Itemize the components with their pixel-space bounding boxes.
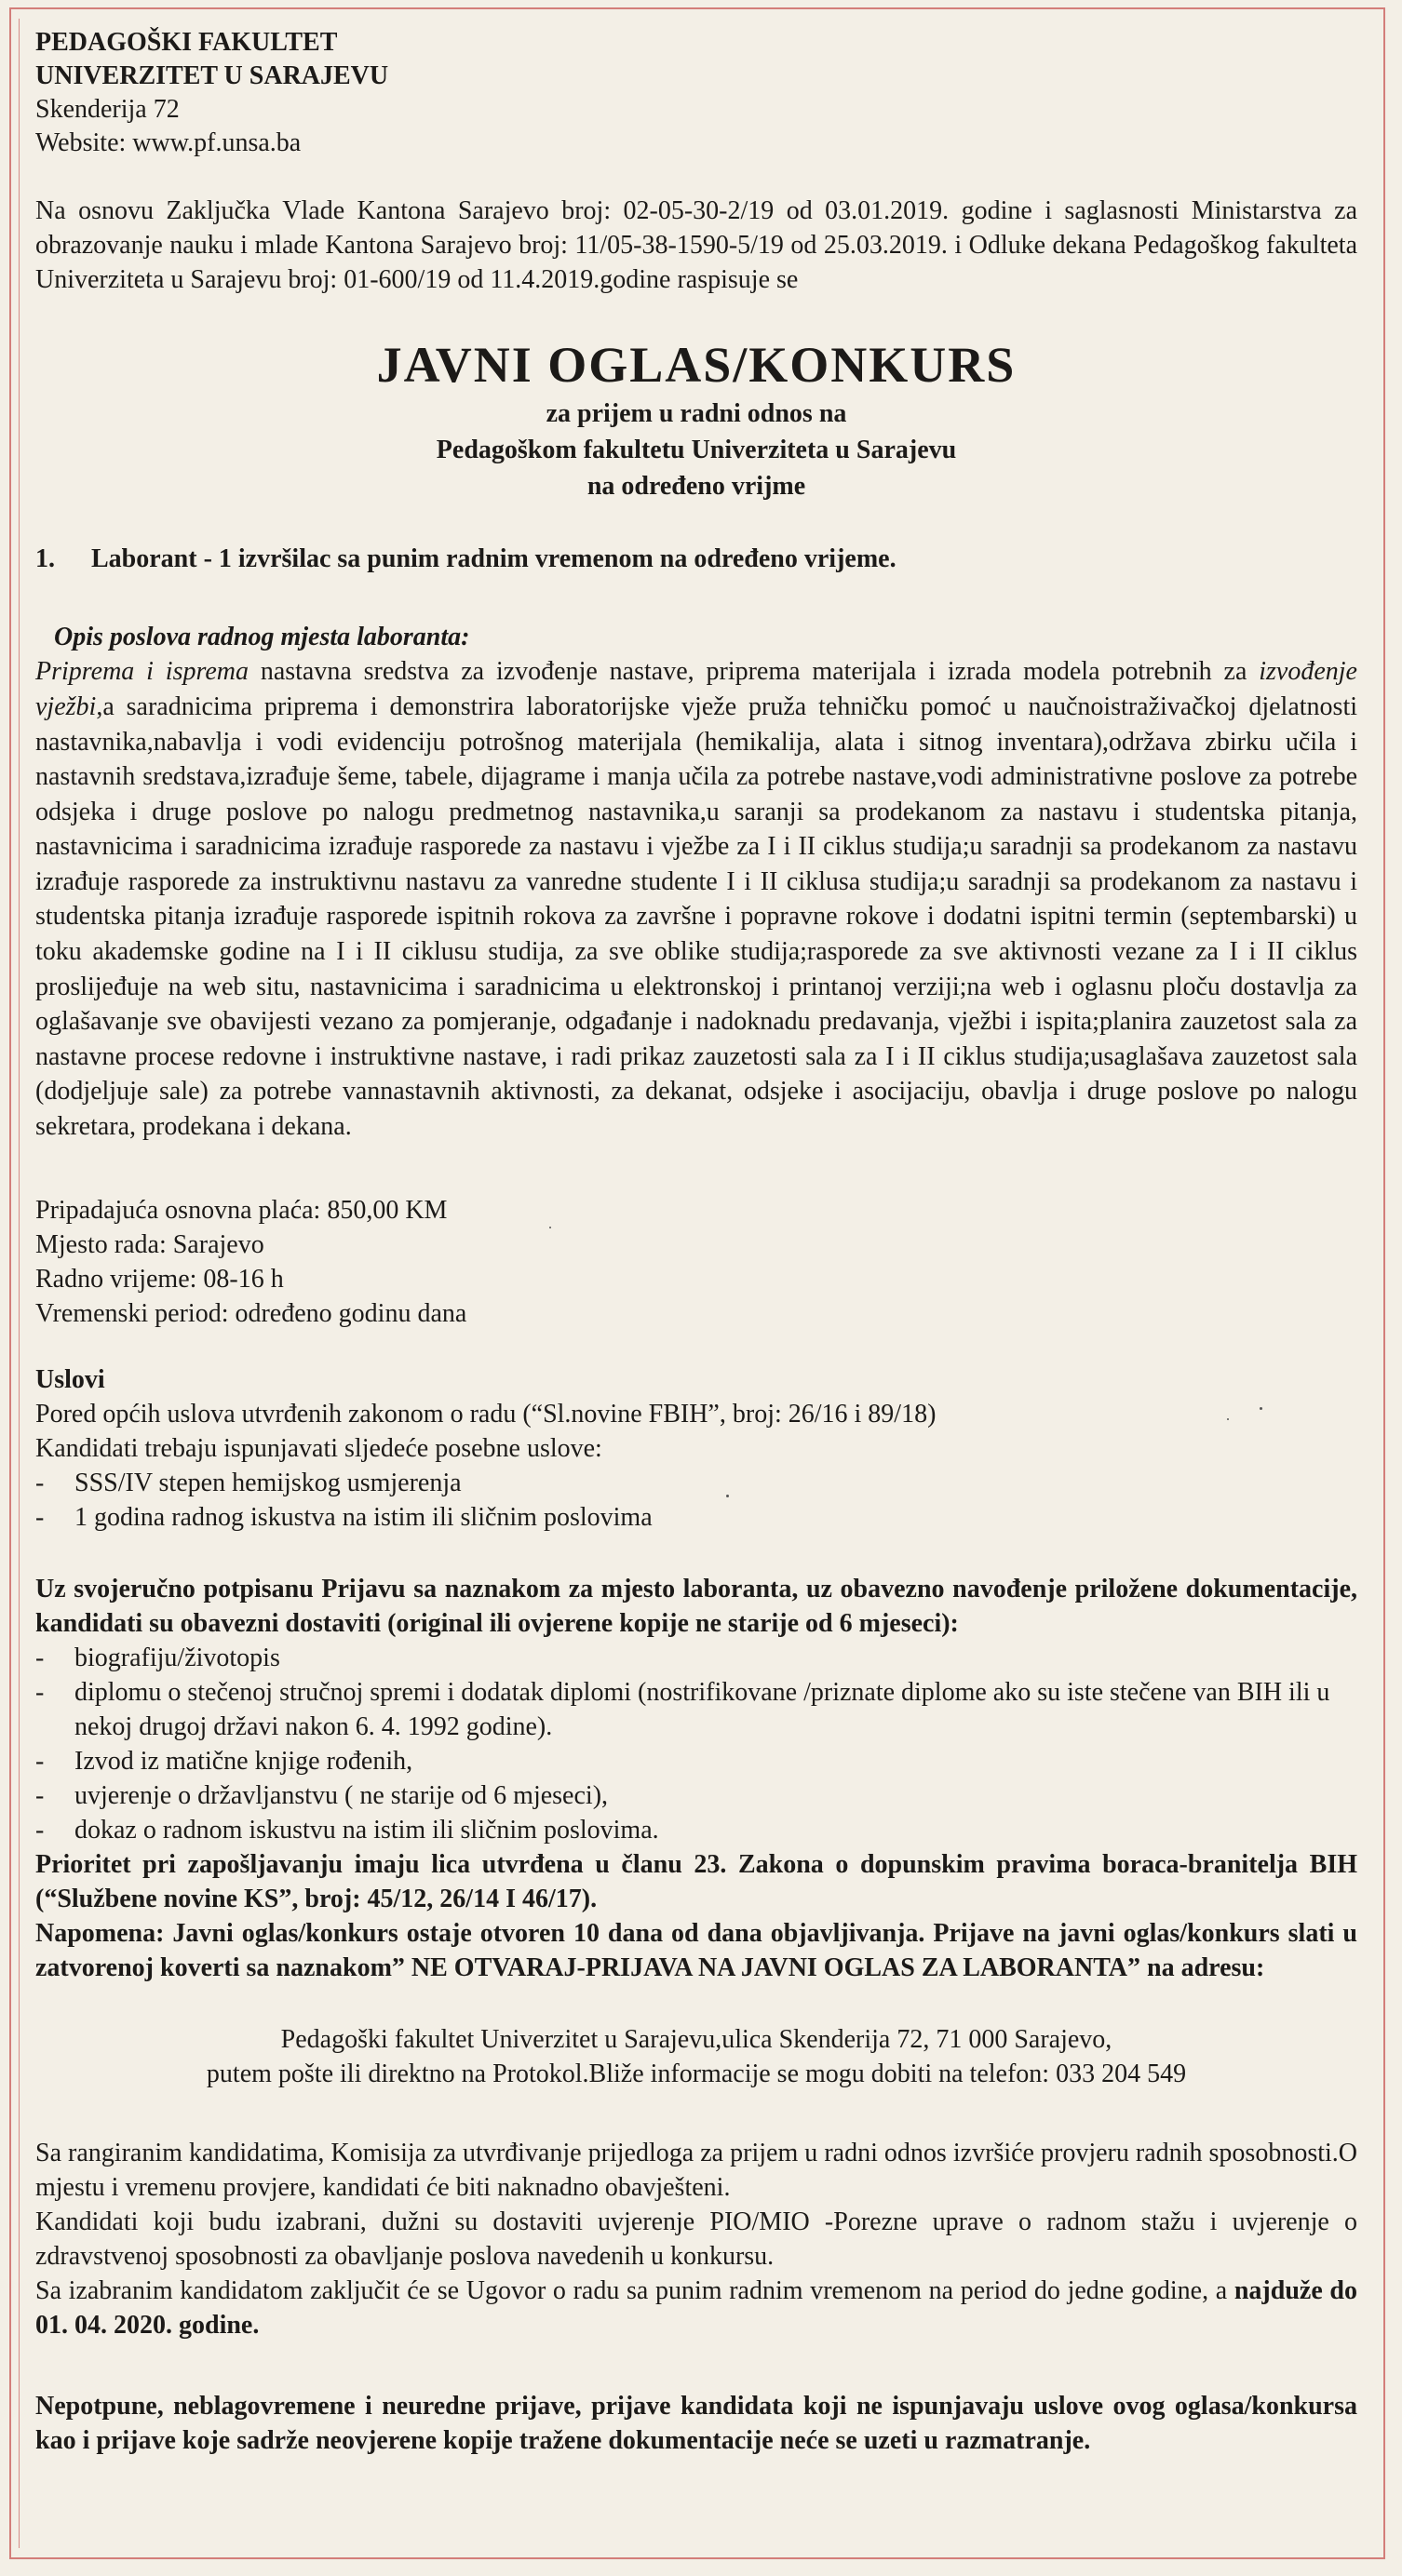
list-item: - Izvod iz matične knjige rođenih,: [35, 1746, 413, 1776]
address-line: Skenderija 72: [35, 95, 180, 124]
list-item: - uvjerenje o državljanstvu ( ne starije od 6 mjeseci),: [35, 1780, 609, 1810]
faculty-name: PEDAGOŠKI FAKULTET: [35, 28, 338, 57]
mailing-address: [35, 2022, 1357, 2091]
job-details: [35, 1193, 1357, 1331]
conditions-section: [35, 1362, 1357, 1535]
duties-text: ,a saradnicima priprema i demonstrira laboratorijske vježe pruža tehničku pomoć u naučnoistraživačkoj djelatnosti nastavnika,nabavlja i vodi evidenciju potrošnog materijala (hemikalija, alata i sitnog inventara),održava zbirku učila i nastavnih sredstava,izrađuje šeme, tabele, dijagrame i manja učila za potrebe nastave,vodi administrativne poslove za potrebe odsjeka i druge poslove po nalogu predmetnog nastavnika,u saranji sa prodekanom za nastavu i studentska pitanja, nastavnicima i saradnicima izrađuje rasporede za nastavu i vježbe za I i II ciklus studija;u saradnji sa prodekanom za nastavu izrađuje rasporede za instruktivnu nastavu za vanredne studente I i II ciklusa studija;u saradnji sa prodekanom za nastavu i studentska pitanja izrađuje rasporede ispitnih rokova za završne i popravne rokove i dodatni ispitni termin (septembarski) u toku akademske godine na I i II ciklusu studija, za sve oblike studija;rasporede za sve aktivnosti vezane za I i II ciklus proslijeđuje na web situ, nastavnicima i saradnicima u elektronskoj i printanoj verziji;na web i oglasnu ploču dostavlja za oglašavanje sve obavijesti vezano za pomjeranje, odgađanje i nadoknadu predavanja, vježbi i ispita;planira zauzetost sala za nastavne procese redovne i instruktivne nastave, i radi prikaz zauzetosti sala za I i II ciklus studija;usaglašava zauzetost sala (dodjeljuje sale) za potrebe vannastavnih aktivnosti, za dekanat, odsjeke i asocijaciju, obavlja i druge poslove po nalogu sekretara, prodekana i dekana.: [35, 691, 1357, 1142]
documents-section: [35, 1572, 1357, 1985]
duties-italic: izvođenje vježbi: [35, 657, 1357, 721]
salary: Pripadajuća osnovna plaća: 850,00 KM: [35, 1195, 448, 1225]
application-note: Napomena: Javni oglas/konkurs ostaje otvoren 10 dana od dana objavljivanja. Prijave na javni oglas/konkurs slati u zatvorenoj koverti sa naznakom” NE OTVARAJ-PRIJAVA NA JAVNI OGLAS ZA LABORANTA” na adresu:: [35, 1918, 1357, 1982]
deadline-date: najduže do 01. 04. 2020. godine.: [35, 2275, 1357, 2340]
list-item: - dokaz o radnom iskustvu na istim ili sličnim poslovima.: [35, 1815, 659, 1845]
print-speck: [726, 1495, 729, 1497]
job-advertisement: [35, 13, 1357, 2458]
closing-section: [35, 2136, 1357, 2342]
print-speck: [549, 1227, 551, 1228]
conditions-heading: Uslovi: [35, 1364, 105, 1394]
conditions-list: [35, 1466, 1357, 1535]
job-title: Laborant - 1 izvršilac sa punim radnim vremenom na određeno vrijeme.: [91, 544, 896, 573]
intro-paragraph: Na osnovu Zaključka Vlade Kantona Sarajevo broj: 02-05-30-2/19 od 03.01.2019. godine i saglasnosti Ministarstva za obrazovanje nauku i mlade Kantona Sarajevo broj: 11/05-38-1590-5/19 od 25.03.2019. i Odluke dekana Pedagoškog fakulteta Univerziteta u Sarajevu broj: 01-600/19 od 11.4.2019.godine raspisuje se: [35, 196, 1357, 294]
work-place: Mjesto rada: Sarajevo: [35, 1229, 264, 1259]
duties-lead-rest: nastavna sredstva za izvođenje nastave, priprema materijala i izrada modela potrebnih za: [248, 657, 1260, 687]
list-item: - 1 godina radnog iskustva na istim ili sličnim poslovima: [35, 1502, 653, 1532]
final-note: Nepotpune, neblagovremene i neuredne prijave, prijave kandidata koji ne ispunjavaju uslove ovog oglasa/konkursa kao i prijave koje sadrže neovjerene kopije tražene dokumentacije neće se uzeti u razmatranje.: [35, 2391, 1357, 2455]
subtitle-line-3: na određeno vrijme: [586, 472, 806, 501]
address-line-1: Pedagoški fakultet Univerzitet u Sarajevu,ulica Skenderija 72, 71 000 Sarajevo,: [280, 2024, 1112, 2054]
work-hours: Radno vrijeme: 08-16 h: [35, 1264, 284, 1294]
documents-list: [35, 1641, 1357, 1847]
page-title: JAVNI OGLAS/KONKURS: [376, 337, 1017, 393]
subtitle-line-2: Pedagoškom fakultetu Univerziteta u Sarajevu: [436, 436, 957, 464]
closing-paragraph-3: Sa izabranim kandidatom zaključit će se Ugovor o radu sa punim radnim vremenom na period do jedne godine, a najduže do 01. 04. 2020. godine.: [35, 2275, 1357, 2340]
university-name: UNIVERZITET U SARAJEVU: [35, 61, 389, 90]
documents-heading: Uz svojeručno potpisanu Prijavu sa naznakom za mjesto laboranta, uz obavezno navođenje priložene dokumentacije, kandidati su obavezni dostaviti (original ili ovjerene kopije ne starije od 6 mjeseci):: [35, 1574, 1357, 1638]
conditions-line-2: Kandidati trebaju ispunjavati sljedeće posebne uslove:: [35, 1433, 602, 1463]
institution-header: [35, 26, 1357, 160]
closing-paragraph-2: Kandidati koji budu izabrani, dužni su dostaviti uvjerenje PIO/MIO -Porezne uprave o radnom stažu i uvjerenje o zdravstvenoj sposobnosti za obavljanje poslova navedenih u konkursu.: [35, 2207, 1357, 2271]
priority-note: Prioritet pri zapošljavanju imaju lica utvrđena u članu 23. Zakona o dopunskim pravima boraca-branitelja BIH (“Službene novine KS”, broj: 45/12, 26/14 I 46/17).: [35, 1849, 1357, 1913]
duties-heading: Opis poslova radnog mjesta laboranta:: [54, 622, 470, 651]
list-item: - biografiju/životopis: [35, 1643, 280, 1672]
print-speck: [1260, 1407, 1262, 1410]
address-line-2: putem pošte ili direktno na Protokol.Bliže informacije se mogu dobiti na telefon: 033 204 549: [206, 2059, 1187, 2088]
subtitle-line-1: za prijem u radni odnos na: [546, 399, 847, 428]
website-line: Website: www.pf.unsa.ba: [35, 128, 302, 157]
duties-lead: Priprema i isprema: [35, 657, 249, 687]
work-period: Vremenski period: određeno godinu dana: [35, 1298, 467, 1328]
conditions-line-1: Pored općih uslova utvrđenih zakonom o radu (“Sl.novine FBIH”, broj: 26/16 i 89/18): [35, 1399, 937, 1429]
duties-paragraph: [35, 654, 1357, 1144]
list-item: - SSS/IV stepen hemijskog usmjerenja: [35, 1468, 462, 1497]
job-position: [35, 542, 1357, 577]
closing-paragraph-1: Sa rangiranim kandidatima, Komisija za utvrđivanje prijedloga za prijem u radni odnos izvršiće provjeru radnih sposobnosti.O mjestu i vremenu provjere, kandidati će biti naknadno obavješteni.: [35, 2138, 1357, 2202]
job-number: 1.: [35, 544, 55, 573]
subtitle: [35, 396, 1357, 504]
list-item: - diplomu o stečenoj stručnoj spremi i dodatak diplomi (nostrifikovane /priznate diplome ako su iste stečene van BIH ili u nekoj drugoj državi nakon 6. 4. 1992 godine).: [35, 1677, 1330, 1741]
print-speck: [1227, 1418, 1229, 1420]
